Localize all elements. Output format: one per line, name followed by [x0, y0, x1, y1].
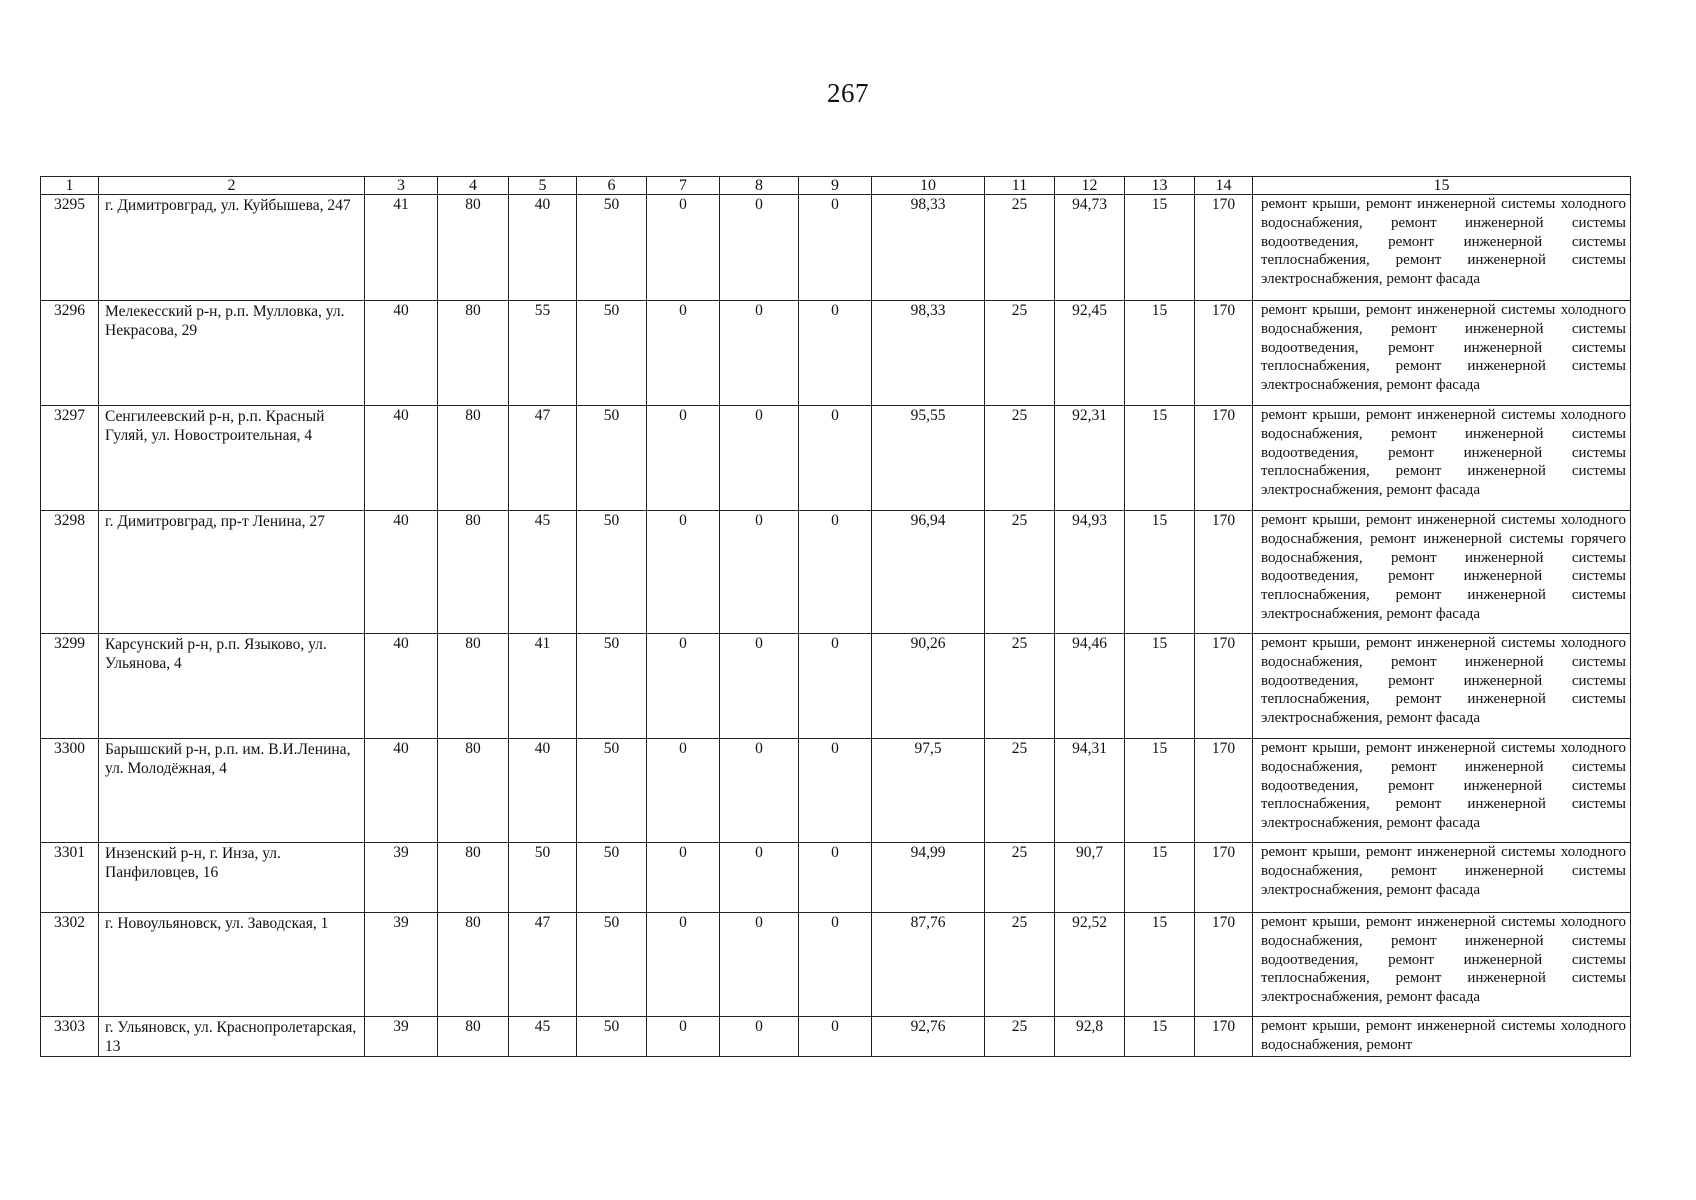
value-cell: 0 [720, 511, 799, 634]
table-row [41, 511, 1631, 634]
value-cell: 40 [365, 511, 438, 634]
works-cell: ремонт крыши, ремонт инженерной системы холодного водоснабжения, ремонт инженерной системы водоотведения, ремонт инженерной системы теплоснабжения, ремонт инженерной системы электроснабжения, ремонт фасада [1253, 301, 1631, 406]
col-header: 6 [577, 177, 647, 195]
works-cell: ремонт крыши, ремонт инженерной системы холодного водоснабжения, ремонт инженерной системы водоотведения, ремонт инженерной системы теплоснабжения, ремонт инженерной системы электроснабжения, ремонт фасада [1253, 634, 1631, 739]
value-cell: 15 [1125, 195, 1195, 301]
value-cell: 50 [577, 195, 647, 301]
value-cell: 94,73 [1055, 195, 1125, 301]
value-cell: 0 [799, 634, 872, 739]
value-cell: 40 [365, 301, 438, 406]
value-cell: 40 [365, 406, 438, 511]
value-cell: 94,31 [1055, 739, 1125, 843]
value-cell: 40 [365, 634, 438, 739]
address-cell: г. Димитровград, ул. Куйбышева, 247 [99, 195, 365, 301]
col-header: 14 [1195, 177, 1253, 195]
value-cell: 94,46 [1055, 634, 1125, 739]
row-id-cell: 3298 [41, 511, 99, 634]
value-cell: 50 [509, 843, 577, 913]
works-cell: ремонт крыши, ремонт инженерной системы холодного водоснабжения, ремонт [1253, 1017, 1631, 1057]
row-id-cell: 3296 [41, 301, 99, 406]
table-row [41, 843, 1631, 913]
table-row [41, 406, 1631, 511]
value-cell: 0 [720, 634, 799, 739]
value-cell: 39 [365, 1017, 438, 1057]
row-id-cell: 3299 [41, 634, 99, 739]
value-cell: 25 [985, 1017, 1055, 1057]
value-cell: 55 [509, 301, 577, 406]
row-id-cell: 3302 [41, 913, 99, 1017]
value-cell: 25 [985, 301, 1055, 406]
value-cell: 92,45 [1055, 301, 1125, 406]
value-cell: 80 [438, 1017, 509, 1057]
value-cell: 94,93 [1055, 511, 1125, 634]
value-cell: 94,99 [872, 843, 985, 913]
col-header: 13 [1125, 177, 1195, 195]
value-cell: 15 [1125, 739, 1195, 843]
value-cell: 0 [720, 301, 799, 406]
value-cell: 25 [985, 195, 1055, 301]
value-cell: 0 [799, 406, 872, 511]
works-cell: ремонт крыши, ремонт инженерной системы холодного водоснабжения, ремонт инженерной системы водоотведения, ремонт инженерной системы теплоснабжения, ремонт инженерной системы электроснабжения, ремонт фасада [1253, 195, 1631, 301]
value-cell: 50 [577, 634, 647, 739]
value-cell: 92,8 [1055, 1017, 1125, 1057]
value-cell: 45 [509, 1017, 577, 1057]
value-cell: 25 [985, 913, 1055, 1017]
value-cell: 41 [365, 195, 438, 301]
value-cell: 15 [1125, 406, 1195, 511]
value-cell: 0 [647, 913, 720, 1017]
address-cell: г. Димитровград, пр-т Ленина, 27 [99, 511, 365, 634]
value-cell: 0 [799, 511, 872, 634]
value-cell: 25 [985, 406, 1055, 511]
value-cell: 170 [1195, 843, 1253, 913]
header-row [41, 177, 1631, 195]
value-cell: 170 [1195, 406, 1253, 511]
value-cell: 0 [720, 913, 799, 1017]
address-cell: Карсунский р-н, р.п. Языково, ул. Ульянова, 4 [99, 634, 365, 739]
works-cell: ремонт крыши, ремонт инженерной системы холодного водоснабжения, ремонт инженерной системы водоотведения, ремонт инженерной системы теплоснабжения, ремонт инженерной системы электроснабжения, ремонт фасада [1253, 913, 1631, 1017]
row-id-cell: 3297 [41, 406, 99, 511]
row-id-cell: 3301 [41, 843, 99, 913]
register-table [40, 176, 1631, 1057]
value-cell: 0 [647, 301, 720, 406]
table-row [41, 1017, 1631, 1057]
col-header: 10 [872, 177, 985, 195]
col-header: 1 [41, 177, 99, 195]
value-cell: 90,7 [1055, 843, 1125, 913]
value-cell: 0 [647, 406, 720, 511]
row-id-cell: 3295 [41, 195, 99, 301]
value-cell: 170 [1195, 195, 1253, 301]
value-cell: 0 [647, 634, 720, 739]
value-cell: 45 [509, 511, 577, 634]
value-cell: 0 [799, 195, 872, 301]
value-cell: 0 [647, 1017, 720, 1057]
value-cell: 92,52 [1055, 913, 1125, 1017]
value-cell: 25 [985, 511, 1055, 634]
value-cell: 40 [509, 739, 577, 843]
value-cell: 80 [438, 843, 509, 913]
value-cell: 50 [577, 843, 647, 913]
value-cell: 80 [438, 511, 509, 634]
table-row [41, 195, 1631, 301]
col-header: 12 [1055, 177, 1125, 195]
works-cell: ремонт крыши, ремонт инженерной системы холодного водоснабжения, ремонт инженерной системы электроснабжения, ремонт фасада [1253, 843, 1631, 913]
works-cell: ремонт крыши, ремонт инженерной системы холодного водоснабжения, ремонт инженерной системы водоотведения, ремонт инженерной системы теплоснабжения, ремонт инженерной системы электроснабжения, ремонт фасада [1253, 406, 1631, 511]
value-cell: 15 [1125, 634, 1195, 739]
value-cell: 0 [720, 843, 799, 913]
value-cell: 98,33 [872, 195, 985, 301]
col-header: 4 [438, 177, 509, 195]
register-table-container [40, 176, 1630, 1057]
table-row [41, 739, 1631, 843]
value-cell: 39 [365, 913, 438, 1017]
col-header: 3 [365, 177, 438, 195]
value-cell: 25 [985, 843, 1055, 913]
value-cell: 39 [365, 843, 438, 913]
value-cell: 80 [438, 634, 509, 739]
value-cell: 0 [799, 843, 872, 913]
works-cell: ремонт крыши, ремонт инженерной системы холодного водоснабжения, ремонт инженерной системы водоотведения, ремонт инженерной системы теплоснабжения, ремонт инженерной системы электроснабжения, ремонт фасада [1253, 739, 1631, 843]
value-cell: 15 [1125, 511, 1195, 634]
value-cell: 25 [985, 739, 1055, 843]
address-cell: Сенгилеевский р-н, р.п. Красный Гуляй, ул. Новостроительная, 4 [99, 406, 365, 511]
works-cell: ремонт крыши, ремонт инженерной системы холодного водоснабжения, ремонт инженерной системы горячего водоснабжения, ремонт инженерной системы водоотведения, ремонт инженерной системы теплоснабжения, ремонт инженерной системы электроснабжения, ремонт фасада [1253, 511, 1631, 634]
address-cell: г. Ульяновск, ул. Краснопролетарская, 13 [99, 1017, 365, 1057]
value-cell: 92,76 [872, 1017, 985, 1057]
value-cell: 47 [509, 406, 577, 511]
value-cell: 40 [365, 739, 438, 843]
value-cell: 96,94 [872, 511, 985, 634]
value-cell: 80 [438, 406, 509, 511]
value-cell: 0 [647, 195, 720, 301]
col-header: 7 [647, 177, 720, 195]
table-row [41, 634, 1631, 739]
table-row [41, 301, 1631, 406]
value-cell: 95,55 [872, 406, 985, 511]
value-cell: 98,33 [872, 301, 985, 406]
col-header: 9 [799, 177, 872, 195]
row-id-cell: 3300 [41, 739, 99, 843]
value-cell: 25 [985, 634, 1055, 739]
address-cell: Барышский р-н, р.п. им. В.И.Ленина, ул. Молодёжная, 4 [99, 739, 365, 843]
value-cell: 170 [1195, 511, 1253, 634]
value-cell: 50 [577, 1017, 647, 1057]
value-cell: 170 [1195, 913, 1253, 1017]
col-header: 15 [1253, 177, 1631, 195]
value-cell: 0 [647, 511, 720, 634]
value-cell: 15 [1125, 301, 1195, 406]
value-cell: 0 [799, 913, 872, 1017]
table-row [41, 913, 1631, 1017]
col-header: 8 [720, 177, 799, 195]
value-cell: 80 [438, 195, 509, 301]
address-cell: г. Новоульяновск, ул. Заводская, 1 [99, 913, 365, 1017]
value-cell: 170 [1195, 301, 1253, 406]
col-header: 2 [99, 177, 365, 195]
value-cell: 92,31 [1055, 406, 1125, 511]
value-cell: 0 [799, 1017, 872, 1057]
value-cell: 170 [1195, 634, 1253, 739]
address-cell: Инзенский р-н, г. Инза, ул. Панфиловцев, 16 [99, 843, 365, 913]
value-cell: 0 [720, 195, 799, 301]
value-cell: 15 [1125, 913, 1195, 1017]
page-number: 267 [827, 78, 869, 108]
value-cell: 170 [1195, 1017, 1253, 1057]
value-cell: 0 [647, 739, 720, 843]
value-cell: 97,5 [872, 739, 985, 843]
value-cell: 80 [438, 913, 509, 1017]
value-cell: 170 [1195, 739, 1253, 843]
value-cell: 80 [438, 301, 509, 406]
value-cell: 0 [799, 301, 872, 406]
value-cell: 50 [577, 739, 647, 843]
value-cell: 0 [720, 1017, 799, 1057]
value-cell: 50 [577, 913, 647, 1017]
value-cell: 0 [720, 406, 799, 511]
value-cell: 0 [647, 843, 720, 913]
value-cell: 87,76 [872, 913, 985, 1017]
address-cell: Мелекесский р-н, р.п. Мулловка, ул. Некрасова, 29 [99, 301, 365, 406]
value-cell: 50 [577, 301, 647, 406]
value-cell: 50 [577, 406, 647, 511]
value-cell: 0 [799, 739, 872, 843]
col-header: 11 [985, 177, 1055, 195]
value-cell: 0 [720, 739, 799, 843]
value-cell: 41 [509, 634, 577, 739]
col-header: 5 [509, 177, 577, 195]
value-cell: 90,26 [872, 634, 985, 739]
value-cell: 47 [509, 913, 577, 1017]
table-body [41, 195, 1631, 1057]
value-cell: 80 [438, 739, 509, 843]
value-cell: 40 [509, 195, 577, 301]
value-cell: 15 [1125, 843, 1195, 913]
value-cell: 15 [1125, 1017, 1195, 1057]
value-cell: 50 [577, 511, 647, 634]
row-id-cell: 3303 [41, 1017, 99, 1057]
